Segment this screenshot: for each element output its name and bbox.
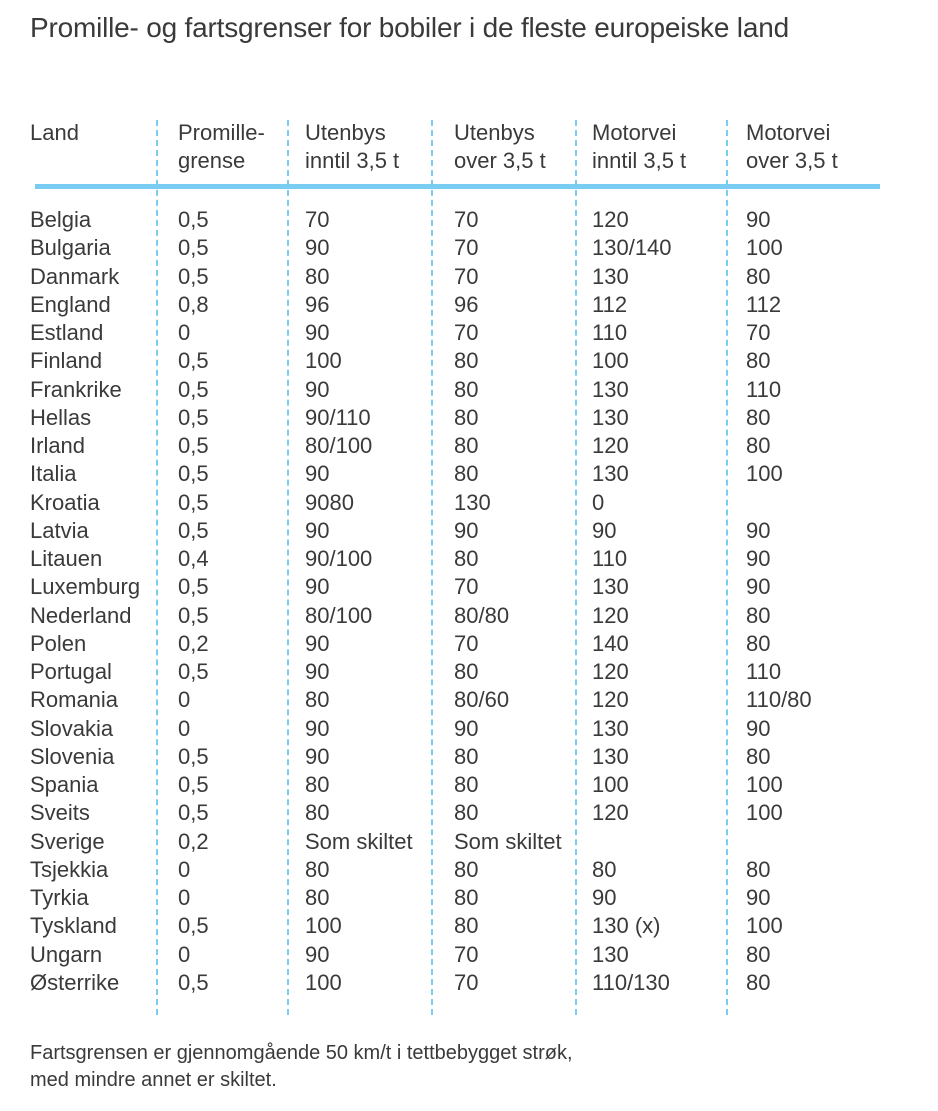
cell-motorvei-inntil: 130 <box>592 404 629 430</box>
cell-utenbys-over: 70 <box>454 235 479 261</box>
cell-motorvei-over: 80 <box>746 743 771 769</box>
cell-motorvei-inntil: 100 <box>592 772 629 797</box>
cell-motorvei-inntil: 110/130 <box>592 969 670 995</box>
cell-utenbys-inntil: 9080 <box>305 489 354 515</box>
cell-motorvei-inntil: 130 <box>592 574 629 600</box>
cell-motorvei-inntil: 120 <box>592 602 629 628</box>
table-row <box>0 969 938 997</box>
cell-land: Spania <box>30 772 99 797</box>
cell-motorvei-over: 80 <box>746 969 771 995</box>
cell-utenbys-inntil: 90 <box>305 659 330 684</box>
cell-motorvei-inntil: 112 <box>592 291 628 317</box>
cell-utenbys-inntil: 90 <box>305 574 330 600</box>
table-row <box>0 263 938 291</box>
header-divider <box>35 184 880 189</box>
cell-motorvei-inntil: 0 <box>592 489 605 515</box>
cell-utenbys-over: 80 <box>454 376 479 402</box>
cell-land: Luxemburg <box>30 574 141 600</box>
cell-motorvei-inntil: 130 <box>592 715 629 741</box>
cell-motorvei-over: 90 <box>746 207 771 232</box>
cell-utenbys-inntil: 90 <box>305 320 330 345</box>
column-header-promillegrense: Promille- grense <box>178 120 265 173</box>
cell-utenbys-inntil: 80 <box>305 772 330 797</box>
table-row <box>0 573 938 601</box>
cell-promillegrense: 0,5 <box>178 602 209 628</box>
cell-motorvei-over: 100 <box>746 235 783 261</box>
cell-utenbys-inntil: 80/100 <box>305 433 373 458</box>
cell-motorvei-inntil: 90 <box>592 885 617 910</box>
cell-motorvei-over: 110/80 <box>746 687 812 713</box>
table-row <box>0 912 938 940</box>
cell-land: Irland <box>30 433 86 458</box>
cell-motorvei-inntil: 130 (x) <box>592 913 661 939</box>
cell-land: Slovenia <box>30 743 115 769</box>
cell-land: Sveits <box>30 800 90 826</box>
cell-motorvei-inntil: 130 <box>592 743 629 769</box>
cell-utenbys-over: 80 <box>454 404 479 430</box>
cell-utenbys-over: 80 <box>454 856 479 882</box>
cell-utenbys-over: 80/60 <box>454 687 510 713</box>
cell-utenbys-over: 70 <box>454 941 479 967</box>
cell-motorvei-inntil: 120 <box>592 659 629 684</box>
cell-motorvei-over: 90 <box>746 517 771 543</box>
cell-utenbys-inntil: 80 <box>305 263 330 289</box>
cell-promillegrense: 0,5 <box>178 659 209 684</box>
cell-motorvei-over: 110 <box>746 659 782 684</box>
cell-utenbys-inntil: 90 <box>305 517 330 543</box>
cell-land: Danmark <box>30 263 120 289</box>
cell-utenbys-inntil: 100 <box>305 348 342 374</box>
cell-motorvei-over: 80 <box>746 941 771 967</box>
cell-motorvei-over: 80 <box>746 630 771 656</box>
cell-promillegrense: 0,5 <box>178 461 209 487</box>
table-row <box>0 771 938 799</box>
cell-utenbys-inntil: 90 <box>305 715 330 741</box>
cell-promillegrense: 0 <box>178 687 191 713</box>
column-header-motorvei-over: Motorvei over 3,5 t <box>746 120 838 173</box>
table-row <box>0 291 938 319</box>
table-row <box>0 686 938 714</box>
table-row <box>0 545 938 573</box>
cell-motorvei-over: 80 <box>746 263 771 289</box>
cell-utenbys-over: 70 <box>454 574 479 600</box>
cell-motorvei-over: 90 <box>746 574 771 600</box>
cell-utenbys-inntil: 80 <box>305 885 330 910</box>
cell-land: Slovakia <box>30 715 114 741</box>
cell-land: Tyrkia <box>30 885 89 910</box>
table-row <box>0 460 938 488</box>
cell-promillegrense: 0,5 <box>178 517 209 543</box>
table-row <box>0 319 938 347</box>
cell-land: Litauen <box>30 546 103 571</box>
cell-utenbys-inntil: 90/100 <box>305 546 373 571</box>
table-row <box>0 517 938 545</box>
cell-utenbys-inntil: 100 <box>305 969 342 995</box>
cell-motorvei-over: 80 <box>746 348 771 374</box>
cell-motorvei-over: 100 <box>746 461 783 487</box>
cell-utenbys-over: 90 <box>454 517 479 543</box>
cell-motorvei-inntil: 100 <box>592 348 629 374</box>
cell-land: Latvia <box>30 517 89 543</box>
cell-utenbys-inntil: 96 <box>305 291 330 317</box>
cell-land: Kroatia <box>30 489 100 515</box>
cell-promillegrense: 0,5 <box>178 235 209 261</box>
cell-motorvei-over: 80 <box>746 856 771 882</box>
cell-utenbys-inntil: Som skiltet <box>305 828 413 854</box>
cell-utenbys-over: 80 <box>454 885 479 910</box>
cell-utenbys-over: 80 <box>454 348 479 374</box>
cell-utenbys-over: 70 <box>454 263 479 289</box>
table-row <box>0 884 938 912</box>
cell-motorvei-inntil: 80 <box>592 856 617 882</box>
cell-utenbys-over: 80 <box>454 743 479 769</box>
cell-utenbys-inntil: 90 <box>305 376 330 402</box>
cell-land: Estland <box>30 320 104 345</box>
cell-land: Frankrike <box>30 376 122 402</box>
cell-utenbys-inntil: 80 <box>305 856 330 882</box>
cell-motorvei-over: 100 <box>746 800 783 826</box>
cell-motorvei-inntil: 130 <box>592 461 629 487</box>
cell-motorvei-over: 100 <box>746 913 783 939</box>
table-row <box>0 432 938 460</box>
cell-promillegrense: 0,2 <box>178 828 209 854</box>
column-header-utenbys-over: Utenbys over 3,5 t <box>454 120 546 173</box>
cell-utenbys-inntil: 80 <box>305 800 330 826</box>
cell-motorvei-inntil: 110 <box>592 320 628 345</box>
cell-motorvei-inntil: 120 <box>592 207 629 232</box>
cell-motorvei-over: 90 <box>746 885 771 910</box>
cell-utenbys-inntil: 80 <box>305 687 330 713</box>
table-row <box>0 856 938 884</box>
cell-utenbys-over: 70 <box>454 969 479 995</box>
cell-utenbys-over: 130 <box>454 489 491 515</box>
cell-promillegrense: 0,5 <box>178 800 209 826</box>
cell-promillegrense: 0,5 <box>178 574 209 600</box>
cell-promillegrense: 0,8 <box>178 291 209 317</box>
table-row <box>0 347 938 375</box>
cell-promillegrense: 0,5 <box>178 433 209 458</box>
cell-motorvei-over: 90 <box>746 715 771 741</box>
cell-utenbys-inntil: 90 <box>305 235 330 261</box>
cell-utenbys-over: 80/80 <box>454 602 510 628</box>
cell-utenbys-over: 80 <box>454 800 479 826</box>
table-row <box>0 234 938 262</box>
table-row <box>0 602 938 630</box>
cell-utenbys-over: 96 <box>454 291 479 317</box>
cell-land: Sverige <box>30 828 105 854</box>
cell-motorvei-inntil: 110 <box>592 546 628 571</box>
cell-motorvei-inntil: 120 <box>592 687 629 713</box>
table-row <box>0 376 938 404</box>
cell-utenbys-inntil: 90/110 <box>305 404 371 430</box>
cell-promillegrense: 0,5 <box>178 263 209 289</box>
cell-promillegrense: 0 <box>178 885 191 910</box>
cell-utenbys-over: 80 <box>454 461 479 487</box>
cell-land: Tsjekkia <box>30 856 109 882</box>
cell-motorvei-inntil: 120 <box>592 800 629 826</box>
cell-land: Bulgaria <box>30 235 111 261</box>
table-row <box>0 799 938 827</box>
cell-motorvei-over: 100 <box>746 772 783 797</box>
table-row <box>0 404 938 432</box>
cell-promillegrense: 0,5 <box>178 376 209 402</box>
cell-motorvei-inntil: 130 <box>592 941 629 967</box>
cell-promillegrense: 0,4 <box>178 546 209 571</box>
cell-utenbys-inntil: 90 <box>305 630 330 656</box>
cell-motorvei-over: 110 <box>746 376 782 402</box>
footnote: Fartsgrensen er gjennomgående 50 km/t i tettbebygget strøk, med mindre annet er skiltet. <box>30 1042 573 1091</box>
cell-motorvei-inntil: 130/140 <box>592 235 672 261</box>
table-row <box>0 941 938 969</box>
cell-utenbys-inntil: 80/100 <box>305 602 373 628</box>
cell-motorvei-over: 80 <box>746 602 771 628</box>
cell-utenbys-over: 70 <box>454 320 479 345</box>
cell-motorvei-inntil: 140 <box>592 630 629 656</box>
cell-land: England <box>30 291 111 317</box>
cell-land: Romania <box>30 687 119 713</box>
cell-promillegrense: 0,5 <box>178 404 209 430</box>
cell-utenbys-over: 80 <box>454 546 479 571</box>
cell-land: Hellas <box>30 404 92 430</box>
cell-promillegrense: 0,5 <box>178 348 209 374</box>
cell-promillegrense: 0 <box>178 856 191 882</box>
table-row <box>0 715 938 743</box>
cell-land: Belgia <box>30 207 92 232</box>
cell-land: Polen <box>30 630 87 656</box>
cell-utenbys-inntil: 70 <box>305 207 330 232</box>
cell-land: Finland <box>30 348 103 374</box>
cell-promillegrense: 0,5 <box>178 772 209 797</box>
cell-motorvei-over: 90 <box>746 546 771 571</box>
cell-land: Tyskland <box>30 913 117 939</box>
cell-motorvei-over: 112 <box>746 291 782 317</box>
cell-utenbys-inntil: 90 <box>305 461 330 487</box>
cell-land: Ungarn <box>30 941 103 967</box>
cell-utenbys-over: 70 <box>454 207 479 232</box>
cell-motorvei-inntil: 130 <box>592 263 629 289</box>
table-row <box>0 658 938 686</box>
cell-motorvei-inntil: 130 <box>592 376 629 402</box>
cell-land: Italia <box>30 461 77 487</box>
cell-promillegrense: 0 <box>178 320 191 345</box>
cell-utenbys-over: 70 <box>454 630 479 656</box>
cell-utenbys-over: 80 <box>454 913 479 939</box>
cell-land: Østerrike <box>30 969 120 995</box>
cell-land: Nederland <box>30 602 132 628</box>
cell-motorvei-inntil: 90 <box>592 517 617 543</box>
cell-utenbys-inntil: 90 <box>305 941 330 967</box>
cell-utenbys-over: 80 <box>454 659 479 684</box>
cell-promillegrense: 0 <box>178 715 191 741</box>
cell-promillegrense: 0,5 <box>178 207 209 232</box>
column-header-motorvei-inntil: Motorvei inntil 3,5 t <box>592 120 687 173</box>
table-row <box>0 206 938 234</box>
cell-utenbys-inntil: 100 <box>305 913 342 939</box>
cell-utenbys-inntil: 90 <box>305 743 330 769</box>
cell-promillegrense: 0,5 <box>178 969 209 995</box>
cell-motorvei-over: 80 <box>746 404 771 430</box>
cell-promillegrense: 0,5 <box>178 913 209 939</box>
cell-promillegrense: 0,5 <box>178 743 209 769</box>
cell-utenbys-over: 80 <box>454 433 479 458</box>
cell-motorvei-over: 70 <box>746 320 771 345</box>
table-row <box>0 489 938 517</box>
cell-motorvei-inntil: 120 <box>592 433 629 458</box>
table-row <box>0 743 938 771</box>
cell-motorvei-over: 80 <box>746 433 771 458</box>
cell-utenbys-over: 80 <box>454 772 479 797</box>
table-row <box>0 630 938 658</box>
page-title: Promille- og fartsgrenser for bobiler i de fleste europeiske land <box>30 12 789 43</box>
column-header-utenbys-inntil: Utenbys inntil 3,5 t <box>305 120 400 173</box>
cell-promillegrense: 0,5 <box>178 489 209 515</box>
cell-promillegrense: 0,2 <box>178 630 209 656</box>
table-row <box>0 828 938 856</box>
cell-promillegrense: 0 <box>178 941 191 967</box>
cell-utenbys-over: Som skiltet <box>454 828 562 854</box>
column-header-land: Land <box>30 120 79 145</box>
cell-land: Portugal <box>30 659 112 684</box>
cell-utenbys-over: 90 <box>454 715 479 741</box>
